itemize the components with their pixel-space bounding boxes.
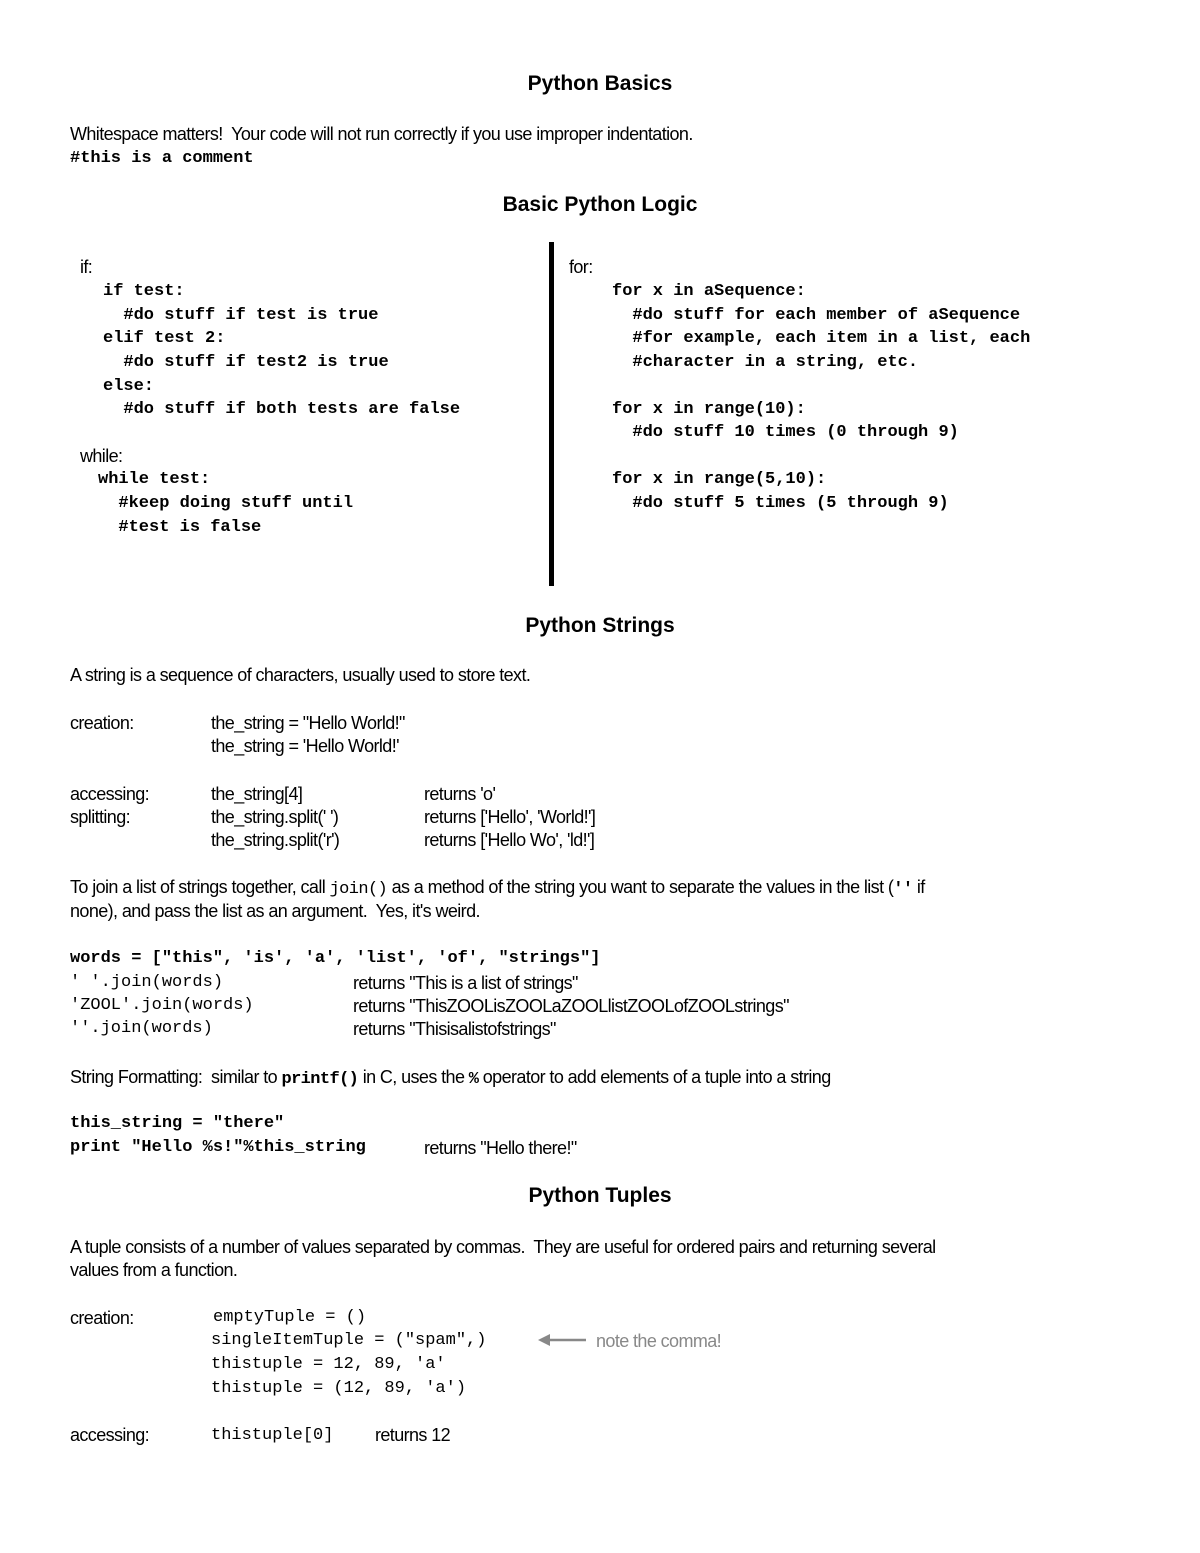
format-result: returns "Hello there!" — [424, 1138, 577, 1158]
string-op-result: returns ['Hello Wo', 'ld!'] — [424, 830, 595, 850]
string-op-code: the_string.split('r') — [211, 830, 340, 850]
for-label: for: — [569, 257, 593, 277]
join-result: returns "Thisisalistofstrings" — [353, 1019, 556, 1039]
if-code-line: else: — [103, 377, 155, 396]
creation-label: creation: — [70, 713, 134, 733]
string-op-code: the_string[4] — [211, 784, 303, 804]
tuple-accessing-code: thistuple[0] — [211, 1426, 334, 1445]
if-code-line: #do stuff if test2 is true — [103, 353, 389, 372]
format-code-line: this_string = "there" — [70, 1114, 285, 1133]
for-code-line: #do stuff 5 times (5 through 9) — [612, 494, 949, 513]
if-code-line: if test: — [103, 282, 185, 301]
tuple-creation-line: thistuple = (12, 89, 'a') — [211, 1379, 467, 1398]
if-code-line: #do stuff if test is true — [103, 306, 379, 325]
strings-heading: Python Strings — [525, 614, 675, 637]
comment-example: #this is a comment — [70, 149, 254, 168]
string-op-code: the_string.split(' ') — [211, 807, 339, 827]
tuples-intro-line: values from a function. — [70, 1260, 238, 1280]
arrow-left-icon — [538, 1332, 588, 1348]
creation-line: the_string = "Hello World!" — [211, 713, 405, 733]
format-inline-code: printf() — [281, 1070, 359, 1089]
splitting-label: splitting: — [70, 807, 131, 827]
page-title: Python Basics — [527, 72, 673, 95]
tuple-accessing-label: accessing: — [70, 1425, 150, 1445]
for-code-line: #do stuff 10 times (0 through 9) — [612, 423, 959, 442]
while-label: while: — [80, 446, 123, 466]
for-code-line: for x in range(10): — [612, 400, 806, 419]
while-code-line: #test is false — [98, 518, 262, 537]
if-code-line: elif test 2: — [103, 329, 226, 348]
for-code-line: for x in range(5,10): — [612, 470, 827, 489]
tuples-heading: Python Tuples — [528, 1184, 672, 1207]
if-label: if: — [80, 257, 93, 277]
join-code: ' '.join(words) — [70, 973, 224, 992]
for-code-line: #do stuff for each member of aSequence — [612, 306, 1021, 325]
whitespace-note: Whitespace matters! Your code will not run correctly if you use improper indentation. — [70, 124, 693, 144]
join-inline-code: join() — [329, 880, 388, 899]
join-paragraph-line: none), and pass the list as an argument. Yes, it's weird. — [70, 901, 480, 921]
for-code-line: #character in a string, etc. — [612, 353, 919, 372]
while-code-line: while test: — [98, 470, 211, 489]
join-code: 'ZOOL'.join(words) — [70, 996, 254, 1015]
format-inline-code: % — [468, 1070, 479, 1089]
tuple-creation-line: emptyTuple = () — [213, 1308, 367, 1327]
while-code-line: #keep doing stuff until — [98, 494, 354, 513]
join-result: returns "ThisZOOLisZOOLaZOOLlistZOOLofZOOLstrings" — [353, 996, 789, 1016]
creation-line: the_string = 'Hello World!' — [211, 736, 399, 756]
join-code: ''.join(words) — [70, 1019, 213, 1038]
tuple-creation-line: thistuple = 12, 89, 'a' — [211, 1355, 446, 1374]
words-line: words = ["this", 'is', 'a', 'list', 'of', "strings"] — [70, 949, 601, 968]
for-code-line: #for example, each item in a list, each — [612, 329, 1031, 348]
formatting-paragraph: String Formatting: similar to printf() in C, uses the % operator to add elements of a tuple into a string — [70, 1067, 831, 1089]
string-op-result: returns ['Hello', 'World!'] — [424, 807, 596, 827]
tuple-accessing-result: returns 12 — [375, 1425, 451, 1445]
join-inline-code: '' — [893, 880, 913, 899]
for-code-line: for x in aSequence: — [612, 282, 806, 301]
join-result: returns "This is a list of strings" — [353, 973, 578, 993]
tuples-intro-line: A tuple consists of a number of values separated by commas. They are useful for ordered pairs and returning several — [70, 1237, 936, 1257]
accessing-label: accessing: — [70, 784, 150, 804]
logic-heading: Basic Python Logic — [502, 193, 698, 216]
if-code-line: #do stuff if both tests are false — [103, 400, 461, 419]
strings-intro: A string is a sequence of characters, usually used to store text. — [70, 665, 531, 685]
comma-note: note the comma! — [596, 1331, 722, 1351]
string-op-result: returns 'o' — [424, 784, 496, 804]
format-code-line: print "Hello %s!"%this_string — [70, 1138, 366, 1157]
tuple-creation-label: creation: — [70, 1308, 134, 1328]
join-paragraph-line: To join a list of strings together, call join() as a method of the string you want to separate the values in the list ('' if — [70, 877, 925, 899]
tuple-creation-line: singleItemTuple = ("spam",) — [211, 1331, 487, 1350]
column-divider — [549, 242, 554, 586]
